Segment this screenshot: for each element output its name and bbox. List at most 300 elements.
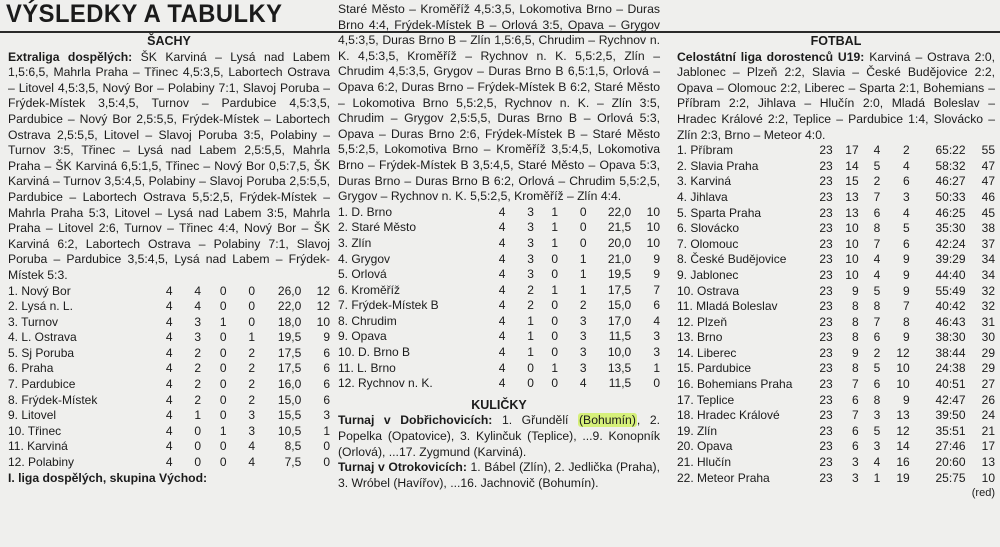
stat-cell: 6 <box>873 205 881 220</box>
fotbal-standings-table <box>677 143 995 486</box>
stat-cell: 17,5 <box>277 345 302 360</box>
stat-cell: 2 <box>527 298 534 313</box>
stat-cell: 14 <box>896 439 910 454</box>
stat-cell: 0 <box>219 345 227 360</box>
stat-cell: 0 <box>551 376 558 391</box>
stat-cell: 7 <box>851 377 859 392</box>
stat-cell: 5 <box>873 423 881 438</box>
stat-cell: 12 <box>896 423 910 438</box>
stat-cell: 11,5 <box>608 329 632 344</box>
stat-cell: 1 <box>219 423 227 438</box>
stat-cell: 46:43 <box>935 314 966 329</box>
stat-cell: 0 <box>194 439 202 454</box>
stat-cell: 4 <box>165 392 173 407</box>
stat-cell: 4 <box>498 282 506 297</box>
stat-cell: 35:51 <box>935 423 966 438</box>
stat-cell: 32 <box>981 299 995 314</box>
stat-cell: 11,5 <box>608 376 632 391</box>
table-row <box>338 329 660 345</box>
table-row <box>338 345 660 361</box>
table-row <box>8 330 330 346</box>
stat-cell: 6 <box>323 392 330 407</box>
stat-cell: 4 <box>498 376 506 391</box>
stat-cell: 1 <box>194 408 202 423</box>
stat-cell: 10 <box>845 236 859 251</box>
stat-cell: 6 <box>902 236 910 251</box>
stat-cell: 4 <box>902 158 910 173</box>
team-name: 3. Karviná <box>677 174 732 189</box>
table-row <box>677 159 995 175</box>
stat-cell: 23 <box>819 174 833 189</box>
liga-label: I. liga dospělých, skupina Východ: <box>8 470 208 485</box>
stat-cell: 2 <box>194 361 202 376</box>
stat-cell: 23 <box>819 143 833 158</box>
team-name: 8. Frýdek-Místek <box>8 392 98 407</box>
stat-cell: 3 <box>527 235 534 250</box>
stat-cell: 23 <box>819 392 833 407</box>
stat-cell: 17 <box>981 439 995 454</box>
stat-cell: 26,0 <box>277 283 302 298</box>
stat-cell: 4 <box>165 439 173 454</box>
table-row <box>338 220 660 236</box>
stat-cell: 0 <box>551 298 558 313</box>
stat-cell: 4 <box>498 329 506 344</box>
stat-cell: 4 <box>165 283 173 298</box>
stat-cell: 3 <box>194 330 202 345</box>
stat-cell: 1 <box>551 360 558 375</box>
team-name: 20. Opava <box>677 439 733 454</box>
team-name: 12. Plzeň <box>677 314 728 329</box>
stat-cell: 9 <box>653 267 660 282</box>
stat-cell: 58:32 <box>935 158 966 173</box>
section-title-fotbal: FOTBAL <box>810 34 862 48</box>
stat-cell: 8 <box>873 392 881 407</box>
tournament-1-label: Turnaj v Dobřichovicích: <box>338 413 493 428</box>
stat-cell: 3 <box>902 189 910 204</box>
stat-cell: 1 <box>579 282 587 297</box>
stat-cell: 9 <box>851 345 859 360</box>
stat-cell: 23 <box>819 408 833 423</box>
team-name: 2. Staré Město <box>338 220 417 235</box>
stat-cell: 0 <box>551 267 558 282</box>
stat-cell: 1 <box>248 330 256 345</box>
stat-cell: 23 <box>819 314 833 329</box>
stat-cell: 7 <box>902 299 910 314</box>
stat-cell: 1 <box>551 235 558 250</box>
table-row <box>677 252 995 268</box>
stat-cell: 5 <box>902 221 910 236</box>
sachy-extraliga-results <box>8 50 330 284</box>
stat-cell: 10 <box>316 314 330 329</box>
sachy-liga-results-start <box>8 471 330 487</box>
stat-cell: 6 <box>851 392 859 407</box>
team-name: 21. Hlučín <box>677 455 732 470</box>
section-title-kulicky: KULIČKY <box>471 397 527 412</box>
table-row <box>677 471 995 487</box>
team-name: 1. Příbram <box>677 143 734 158</box>
stat-cell: 4 <box>873 252 881 267</box>
stat-cell: 4 <box>579 376 587 391</box>
fotbal-results <box>677 50 995 144</box>
table-row <box>8 377 330 393</box>
team-name: 18. Hradec Králové <box>677 408 780 423</box>
team-name: 10. Třinec <box>8 423 62 438</box>
table-row <box>8 284 330 300</box>
team-name: 8. Chrudim <box>338 313 397 328</box>
stat-cell: 4 <box>498 360 506 375</box>
stat-cell: 1 <box>527 345 534 360</box>
stat-cell: 0 <box>248 283 256 298</box>
stat-cell: 3 <box>579 329 587 344</box>
table-row <box>677 268 995 284</box>
stat-cell: 9 <box>902 252 910 267</box>
stat-cell: 18,0 <box>277 314 302 329</box>
stat-cell: 1 <box>579 251 587 266</box>
stat-cell: 47 <box>981 158 995 173</box>
table-row <box>677 206 995 222</box>
table-row <box>677 377 995 393</box>
stat-cell: 2 <box>194 377 202 392</box>
stat-cell: 8 <box>851 361 859 376</box>
stat-cell: 1 <box>323 423 330 438</box>
stat-cell: 10 <box>646 204 660 219</box>
stat-cell: 3 <box>527 267 534 282</box>
stat-cell: 26 <box>981 392 995 407</box>
stat-cell: 1 <box>219 314 227 329</box>
extraliga-label: Extraliga dospělých: <box>8 49 133 64</box>
stat-cell: 23 <box>819 221 833 236</box>
stat-cell: 10 <box>896 361 910 376</box>
stat-cell: 12 <box>896 345 910 360</box>
table-row <box>338 298 660 314</box>
stat-cell: 29 <box>981 361 995 376</box>
stat-cell: 4 <box>165 345 173 360</box>
stat-cell: 3 <box>579 345 587 360</box>
stat-cell: 2 <box>248 345 256 360</box>
stat-cell: 47 <box>981 174 995 189</box>
stat-cell: 9 <box>902 392 910 407</box>
stat-cell: 4 <box>653 313 660 328</box>
table-row <box>338 283 660 299</box>
stat-cell: 4 <box>498 267 506 282</box>
stat-cell: 4 <box>194 299 202 314</box>
team-name: 6. Praha <box>8 361 54 376</box>
stat-cell: 17,5 <box>277 361 302 376</box>
kulicky-tournament-2 <box>338 460 660 491</box>
team-name: 5. Sparta Praha <box>677 205 762 220</box>
stat-cell: 4 <box>165 377 173 392</box>
stat-cell: 23 <box>819 189 833 204</box>
stat-cell: 1 <box>551 282 558 297</box>
stat-cell: 0 <box>248 299 256 314</box>
stat-cell: 2 <box>248 377 256 392</box>
team-name: 6. Slovácko <box>677 221 740 236</box>
table-row <box>677 237 995 253</box>
stat-cell: 7 <box>873 236 881 251</box>
table-row <box>8 346 330 362</box>
tournament-2-label: Turnaj v Otrokovicích: <box>338 460 467 475</box>
stat-cell: 4 <box>165 299 173 314</box>
table-row <box>677 299 995 315</box>
team-name: 22. Meteor Praha <box>677 470 770 485</box>
sachy-liga-results <box>338 2 660 205</box>
table-row <box>677 455 995 471</box>
stat-cell: 3 <box>248 423 256 438</box>
stat-cell: 9 <box>323 330 330 345</box>
page-headline: VÝSLEDKY A TABULKY <box>6 0 283 28</box>
stat-cell: 7 <box>851 408 859 423</box>
team-name: 1. Nový Bor <box>8 283 71 298</box>
stat-cell: 3 <box>873 408 881 423</box>
stat-cell: 23 <box>819 252 833 267</box>
stat-cell: 4 <box>498 251 506 266</box>
team-name: 3. Zlín <box>338 235 372 250</box>
stat-cell: 0 <box>219 455 227 470</box>
stat-cell: 40:42 <box>935 299 966 314</box>
stat-cell: 0 <box>219 408 227 423</box>
stat-cell: 23 <box>819 299 833 314</box>
stat-cell: 46:25 <box>935 205 966 220</box>
team-name: 9. Jablonec <box>677 267 739 282</box>
table-row <box>338 314 660 330</box>
stat-cell: 0 <box>219 439 227 454</box>
stat-cell: 8 <box>851 330 859 345</box>
stat-cell: 6 <box>323 361 330 376</box>
stat-cell: 0 <box>551 313 558 328</box>
stat-cell: 8 <box>873 299 881 314</box>
stat-cell: 9 <box>653 251 660 266</box>
stat-cell: 7 <box>653 282 660 297</box>
stat-cell: 15,0 <box>277 392 302 407</box>
stat-cell: 6 <box>873 330 881 345</box>
table-row <box>8 299 330 315</box>
stat-cell: 65:22 <box>935 143 966 158</box>
table-row <box>677 143 995 159</box>
extraliga-text: ŠK Karviná – Lysá nad Labem 1,5:6,5, Mahrla Praha – Třinec 4,5:3,5, Labortech Ostrava – Litovel 4,5:3,5, Nový Bor – Polabiny 7:1, Slavoj Poruba – Frýdek-Místek 3,5:4,5, Turnov – Pardubice 4,5:3,5, Pardubice – Nový Bor 2,5:5,5, Frýdek-Místek – Labortech Ostrava 2,5:5,5, Litovel – Slavoj Poruba 3:5, Polabiny – Turnov 3:5, Třinec – Lysá nad Labem 2,5:5,5, Mahrla Praha – ŠK Karviná 6,5:1,5, Třinec – Nový Bor 0,5:7,5, ŠK Karviná – Turnov 3,5:4,5, Polabiny – Slavoj Poruba 2,5:5,5, Pardubice – Labortech Ostrava 5,5:2,5, Frýdek-Místek – Mahrla Praha 5:3, Litovel – Lysá nad Labem 3:5, Mahrla Praha – Litovel 2:6, Turnov – Třinec 4:4, Nový Bor – ŠK Karviná 6:2, Labortech Ostrava – Polabiny 7:1, Slavoj Poruba – Pardubice 3,5:4,5, Lysá nad Labem – Frýdek-Místek 5:3. <box>8 49 330 282</box>
stat-cell: 38 <box>981 221 995 236</box>
stat-cell: 8 <box>851 299 859 314</box>
stat-cell: 5 <box>873 158 881 173</box>
stat-cell: 10 <box>896 377 910 392</box>
stat-cell: 4 <box>498 298 506 313</box>
stat-cell: 46 <box>981 189 995 204</box>
stat-cell: 2 <box>194 345 202 360</box>
stat-cell: 9 <box>851 283 859 298</box>
stat-cell: 1 <box>527 313 534 328</box>
liga-text: Staré Město – Kroměříž 4,5:3,5, Lokomotiva Brno – Duras Brno 4:4, Frýdek-Místek B – Orlová 3:5, Opava – Grygov 4,5:3,5, Duras Brno B – Zlín 1,5:6,5, Chrudim – Rychnov n. K. 4,5:3,5, Kroměříž – Rychnov n. K. 5,5:2,5, Zlín – Chrudim 4,5:3,5, Grygov – Duras Brno B 6,5:1,5, Orlová – Opava 6:2, Duras Brno – Frýdek-Místek B 6:2, Staré Město – Lokomotiva Brno 5,5:2,5, Rychnov n. K. – Zlín 3:5, Chrudim – Grygov 2,5:5,5, Duras Brno B – Orlová 5:3, Opava – Duras Brno 2:6, Frýdek-Místek B – Staré Město 5,5:2,5, Lokomotiva Brno – Kroměříž 3,5:4,5, Lokomotiva Brno – Frýdek-Místek B 3,5:4,5, Staré Město – Opava 5:3, Duras Brno – Duras Brno B 6:2, Orlová – Chrudim 5,5:2,5, Grygov – Rychnov n. K. 5,5:2,5, Kroměříž – Zlín 4:4. <box>338 2 660 204</box>
column-middle <box>338 2 661 491</box>
stat-cell: 13 <box>845 189 859 204</box>
team-name: 12. Rychnov n. K. <box>338 376 433 391</box>
tournament-2-text: 1. Bábel (Zlín), 2. Jedlička (Praha), 3. Wróbel (Havířov), ...16. Jachnovič (Bohumín). <box>338 460 660 490</box>
team-name: 7. Frýdek-Místek B <box>338 298 439 313</box>
stat-cell: 4 <box>873 143 881 158</box>
stat-cell: 0 <box>579 235 587 250</box>
stat-cell: 13 <box>981 455 995 470</box>
stat-cell: 23 <box>819 455 833 470</box>
stat-cell: 7,5 <box>284 455 302 470</box>
table-row <box>677 284 995 300</box>
table-row <box>8 315 330 331</box>
stat-cell: 6 <box>873 377 881 392</box>
stat-cell: 20,0 <box>607 235 632 250</box>
tournament-1-post: , 2. Popelka (Opatovice), 3. Kylinčuk (Teplice), ...9. Konopník (Orlová), ...17. Zygmund (Karviná). <box>338 413 661 459</box>
stat-cell: 22,0 <box>277 299 302 314</box>
team-name: 16. Bohemians Praha <box>677 377 793 392</box>
stat-cell: 23 <box>819 377 833 392</box>
stat-cell: 42:24 <box>935 236 966 251</box>
stat-cell: 1 <box>551 204 558 219</box>
stat-cell: 5 <box>873 283 881 298</box>
stat-cell: 35:30 <box>935 221 966 236</box>
stat-cell: 29 <box>981 345 995 360</box>
stat-cell: 0 <box>579 220 587 235</box>
stat-cell: 50:33 <box>935 189 966 204</box>
stat-cell: 46:27 <box>935 174 966 189</box>
team-name: 5. Orlová <box>338 267 387 282</box>
stat-cell: 31 <box>981 314 995 329</box>
stat-cell: 14 <box>845 158 859 173</box>
stat-cell: 0 <box>527 360 534 375</box>
stat-cell: 23 <box>819 267 833 282</box>
stat-cell: 4 <box>248 455 256 470</box>
stat-cell: 3 <box>653 329 660 344</box>
team-name: 14. Liberec <box>677 345 737 360</box>
stat-cell: 23 <box>819 205 833 220</box>
stat-cell: 0 <box>194 423 202 438</box>
stat-cell: 10 <box>646 220 660 235</box>
team-name: 2. Slavia Praha <box>677 158 759 173</box>
stat-cell: 4 <box>165 455 173 470</box>
stat-cell: 27 <box>981 377 995 392</box>
stat-cell: 17,5 <box>607 282 632 297</box>
stat-cell: 6 <box>323 345 330 360</box>
stat-cell: 42:47 <box>935 392 966 407</box>
stat-cell: 13,5 <box>607 360 632 375</box>
table-row <box>677 330 995 346</box>
stat-cell: 12 <box>316 283 330 298</box>
table-row <box>338 361 660 377</box>
stat-cell: 6 <box>653 298 660 313</box>
stat-cell: 8,5 <box>284 439 302 454</box>
stat-cell: 4 <box>165 314 173 329</box>
stat-cell: 1 <box>873 470 881 485</box>
stat-cell: 22,0 <box>607 204 632 219</box>
stat-cell: 0 <box>194 455 202 470</box>
section-title-sachy: ŠACHY <box>147 34 191 48</box>
table-row <box>338 376 660 392</box>
table-row <box>677 408 995 424</box>
table-row <box>338 205 660 221</box>
stat-cell: 3 <box>579 360 587 375</box>
stat-cell: 25:75 <box>935 470 966 485</box>
team-name: 2. Lysá n. L. <box>8 299 73 314</box>
team-name: 11. Karviná <box>8 439 68 454</box>
stat-cell: 21,5 <box>607 220 632 235</box>
team-name: 10. D. Brno B <box>338 345 411 360</box>
stat-cell: 55 <box>981 143 995 158</box>
stat-cell: 2 <box>873 174 881 189</box>
stat-cell: 4 <box>498 313 506 328</box>
column-right <box>677 34 995 502</box>
stat-cell: 19,5 <box>277 330 302 345</box>
table-row <box>8 408 330 424</box>
stat-cell: 3 <box>527 220 534 235</box>
stat-cell: 3 <box>194 314 202 329</box>
stat-cell: 19,5 <box>607 267 632 282</box>
stat-cell: 10 <box>845 252 859 267</box>
stat-cell: 17,0 <box>607 313 632 328</box>
stat-cell: 1 <box>527 329 534 344</box>
stat-cell: 4 <box>873 455 881 470</box>
table-row <box>677 424 995 440</box>
stat-cell: 2 <box>902 143 910 158</box>
stat-cell: 38:30 <box>935 330 966 345</box>
stat-cell: 1 <box>653 360 660 375</box>
team-name: 9. Opava <box>338 329 387 344</box>
stat-cell: 2 <box>579 298 587 313</box>
stat-cell: 39:29 <box>935 252 966 267</box>
stat-cell: 23 <box>819 470 833 485</box>
stat-cell: 13 <box>845 205 859 220</box>
stat-cell: 34 <box>981 252 995 267</box>
stat-cell: 8 <box>873 221 881 236</box>
stat-cell: 21,0 <box>607 251 632 266</box>
stat-cell: 4 <box>498 220 506 235</box>
stat-cell: 10 <box>981 470 995 485</box>
team-name: 10. Ostrava <box>677 283 740 298</box>
team-name: 4. Grygov <box>338 251 391 266</box>
stat-cell: 6 <box>851 439 859 454</box>
stat-cell: 7 <box>873 314 881 329</box>
team-name: 7. Olomouc <box>677 236 739 251</box>
table-row <box>8 393 330 409</box>
stat-cell: 3 <box>527 204 534 219</box>
highlighted-club: (Bohumín) <box>579 413 636 428</box>
stat-cell: 1 <box>551 220 558 235</box>
stat-cell: 3 <box>323 408 330 423</box>
stat-cell: 10 <box>845 221 859 236</box>
stat-cell: 40:51 <box>935 377 966 392</box>
stat-cell: 3 <box>653 345 660 360</box>
stat-cell: 32 <box>981 283 995 298</box>
stat-cell: 0 <box>653 376 660 391</box>
stat-cell: 3 <box>873 439 881 454</box>
table-row <box>8 424 330 440</box>
team-name: 9. Litovel <box>8 408 57 423</box>
stat-cell: 3 <box>851 470 859 485</box>
stat-cell: 1 <box>579 267 587 282</box>
table-row <box>677 393 995 409</box>
stat-cell: 4 <box>873 267 881 282</box>
stat-cell: 0 <box>551 345 558 360</box>
stat-cell: 4 <box>165 330 173 345</box>
stat-cell: 0 <box>323 439 330 454</box>
stat-cell: 23 <box>819 330 833 345</box>
stat-cell: 4 <box>165 408 173 423</box>
stat-cell: 20:60 <box>935 455 966 470</box>
stat-cell: 8 <box>851 314 859 329</box>
table-row <box>338 267 660 283</box>
stat-cell: 9 <box>902 330 910 345</box>
table-row <box>677 190 995 206</box>
table-row <box>677 439 995 455</box>
stat-cell: 0 <box>219 283 227 298</box>
stat-cell: 4 <box>165 361 173 376</box>
stat-cell: 16 <box>896 455 910 470</box>
stat-cell: 0 <box>219 361 227 376</box>
team-name: 3. Turnov <box>8 314 59 329</box>
